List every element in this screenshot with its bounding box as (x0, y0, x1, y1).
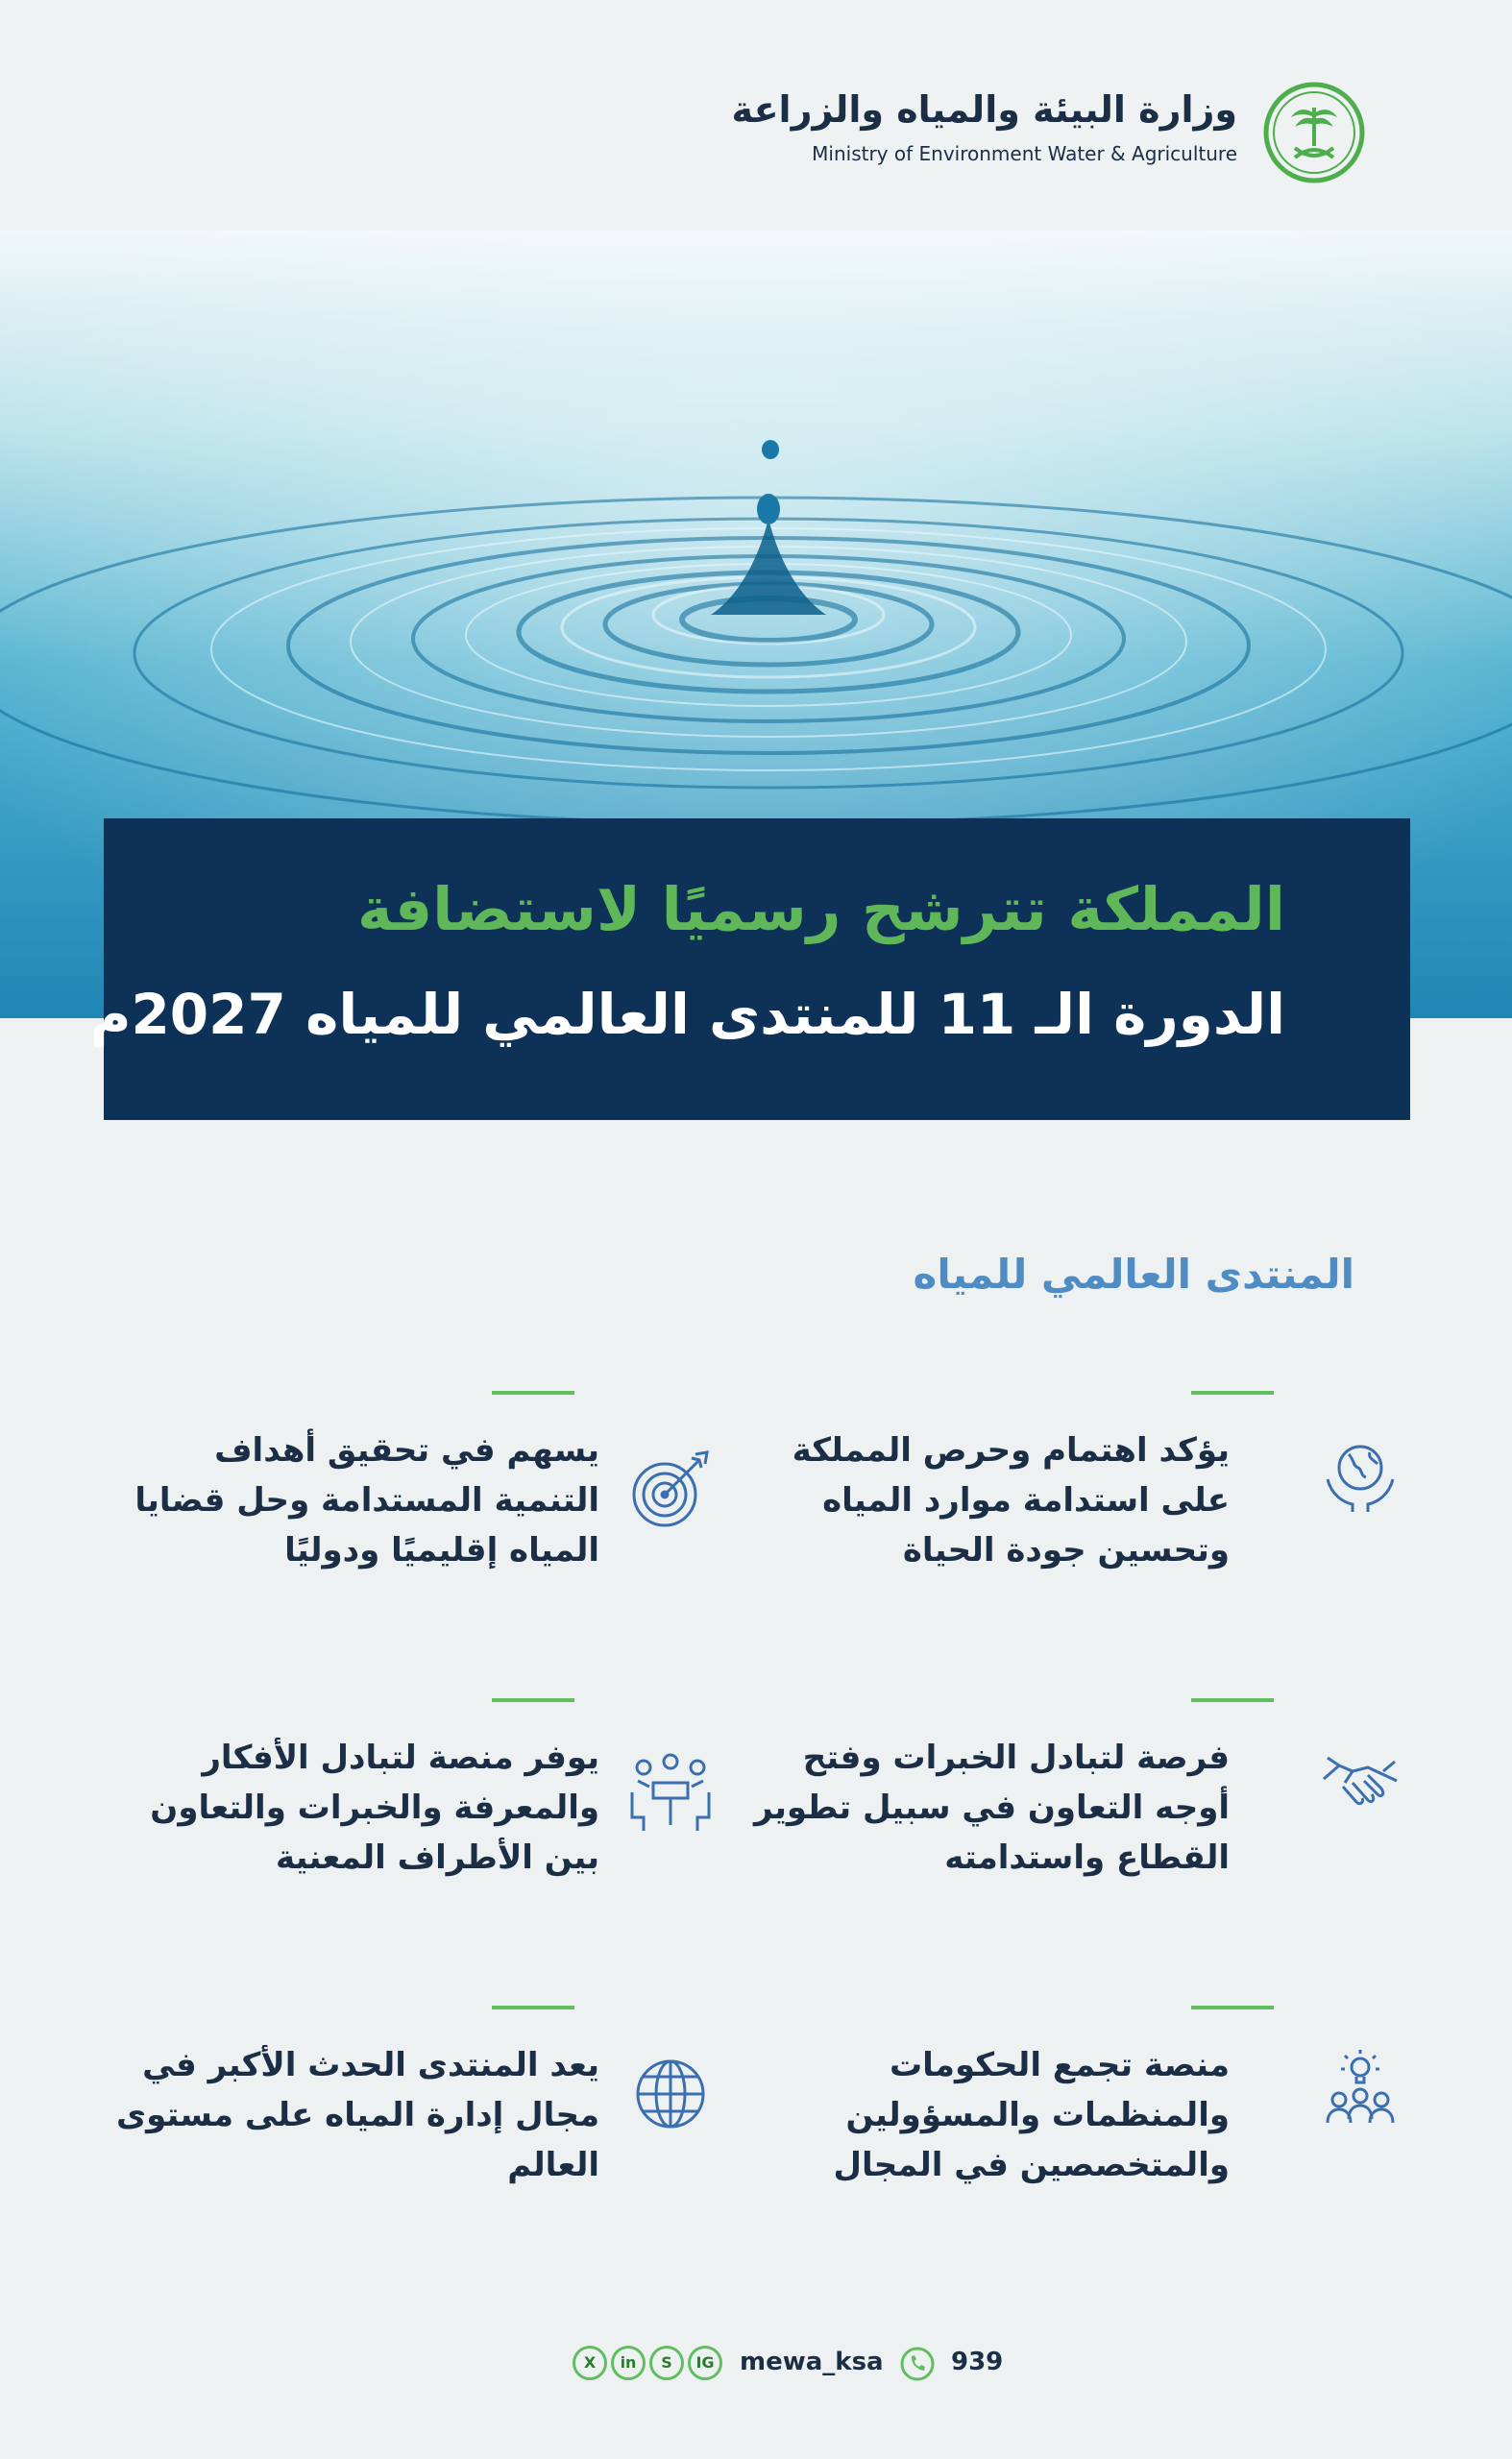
feature-text: منصة تجمع الحكومات والمنظمات والمسؤولين والمتخصصين في المجال (833, 2046, 1230, 2184)
feature-item (730, 2006, 1402, 2217)
green-rule (492, 1698, 574, 1702)
title-banner (89, 818, 1410, 1120)
lightbulb-people-icon (1314, 2046, 1406, 2138)
header (0, 0, 1512, 231)
instagram-icon[interactable]: IG (688, 2346, 722, 2380)
banner-headline: المملكة تترشح رسميًا لاستضافة (356, 874, 1285, 944)
phone-icon (899, 2346, 936, 2382)
snapchat-icon[interactable]: S (649, 2346, 684, 2380)
linkedin-icon[interactable]: in (611, 2346, 646, 2380)
palm-swords-emblem-icon (1260, 79, 1368, 186)
target-icon (624, 1445, 717, 1537)
x-social-icon[interactable]: X (573, 2346, 607, 2380)
footer (0, 2334, 1512, 2401)
feature-item (730, 1391, 1402, 1602)
feature-text: يؤكد اهتمام وحرص المملكة على استدامة موارد المياه وتحسين جودة الحياة (792, 1431, 1230, 1570)
feature-text: يوفر منصة لتبادل الأفكار والمعرفة والخبرات والتعاون بين الأطراف المعنية (150, 1739, 599, 1877)
ministry-name-english: Ministry of Environment Water & Agriculture (812, 142, 1237, 165)
green-rule (492, 2006, 574, 2009)
green-rule (492, 1391, 574, 1395)
handshake-icon (1314, 1739, 1406, 1831)
meeting-table-icon (624, 1748, 717, 1840)
ministry-name-arabic: وزارة البيئة والمياه والزراعة (731, 88, 1237, 131)
green-rule (1191, 1391, 1274, 1395)
feature-text: يعد المنتدى الحدث الأكبر في مجال إدارة المياه على مستوى العالم (115, 2046, 599, 2184)
feature-item (38, 1391, 711, 1602)
feature-item (730, 1698, 1402, 1910)
globe-hands-icon (1314, 1431, 1406, 1523)
green-rule (1191, 2006, 1274, 2009)
globe-icon (624, 2048, 717, 2140)
feature-text: فرصة لتبادل الخبرات وفتح أوجه التعاون في سبيل تطوير القطاع واستدامته (754, 1739, 1230, 1877)
social-handle[interactable]: mewa_ksa (740, 2348, 884, 2376)
phone-number[interactable]: 939 (951, 2348, 1004, 2376)
banner-subheadline: الدورة الـ 11 للمنتدى العالمي للمياه 2027م (89, 982, 1285, 1047)
feature-item (38, 2006, 711, 2217)
feature-text: يسهم في تحقيق أهداف التنمية المستدامة وحل قضايا المياه إقليميًا ودوليًا (134, 1431, 599, 1570)
green-rule (1191, 1698, 1274, 1702)
feature-item (38, 1698, 711, 1910)
section-title: المنتدى العالمي للمياه (913, 1251, 1354, 1298)
